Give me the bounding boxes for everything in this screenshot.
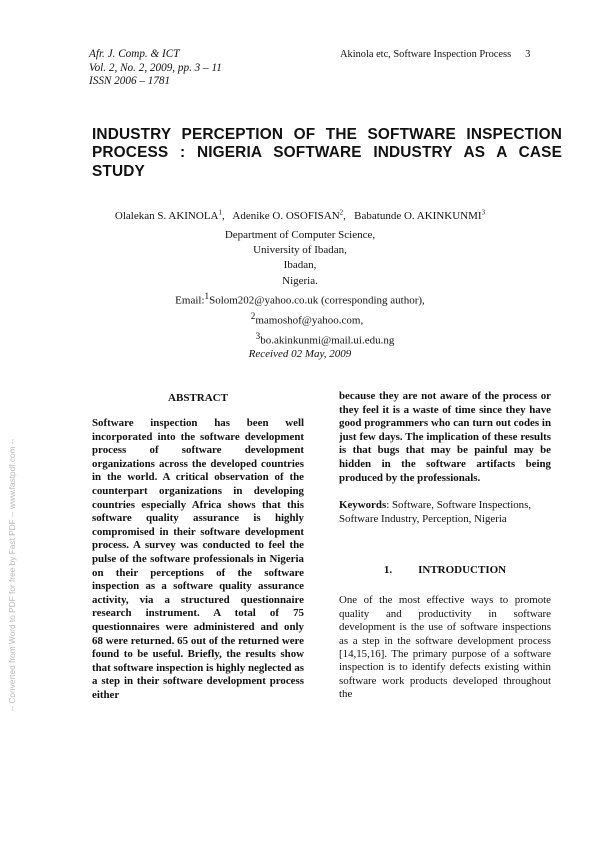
- email-1: Email:$^1$Solom202@yahoo.co.uk (corresponding author),: [175, 290, 425, 307]
- author-1: Olalekan S. AKINOLA$^1$,: [114, 208, 225, 222]
- paper-title: INDUSTRY PERCEPTION OF THE SOFTWARE INSPECTION PROCESS : NIGERIA SOFTWARE INDUSTRY AS A CASE STUDY: [92, 126, 562, 180]
- journal-issn: ISSN 2006 – 1781: [89, 75, 171, 88]
- journal-volume: Vol. 2, No. 2, 2009, pp. 3 – 11: [89, 61, 222, 74]
- right-column: [339, 390, 551, 702]
- keywords-label: Keywords: [339, 499, 387, 512]
- journal-name: Afr. J. Comp. & ICT: [89, 48, 180, 60]
- department: Department of Computer Science,: [224, 229, 376, 241]
- university: University of Ibadan,: [253, 244, 347, 257]
- abstract-heading: ABSTRACT: [168, 392, 228, 404]
- introduction-text: One of the most effective ways to promote quality and productivity in software development is the use of software inspections as a step in the software development process [14,15,16]. The primary purpose of a software inspection is to identify defects existing within software work products developed throughout the: [339, 594, 551, 701]
- city: Ibadan,: [283, 259, 317, 272]
- running-title: Akinola etc, Software Inspection Process: [340, 49, 512, 60]
- abstract-text-continued: because they are not aware of the process or they feel it is a waste of time since they have good programmers who can turn out codes in just few days. The implication of these results is that bugs that may be painful may be hidden in the software artifacts being produced by the professionals.: [339, 390, 551, 484]
- received-date: Received 02 May, 2009: [248, 348, 352, 360]
- author-2: Adenike O. OSOFISAN$^2$,: [232, 208, 346, 222]
- keywords-text: : Software, Software Inspections, Software Industry, Perception, Nigeria: [339, 499, 532, 525]
- email-2: $^2$mamoshof@yahoo.com,: [250, 310, 364, 327]
- keywords: [339, 499, 551, 526]
- section-title: INTRODUCTION: [418, 564, 507, 577]
- affiliation: [0, 228, 600, 348]
- author-list: [0, 208, 600, 222]
- converter-watermark: -- Converted from Word to PDF for free by Fast PDF -- www.fastpdf.com --: [7, 438, 17, 712]
- email-3: $^3$bo.akinkunmi@mail.ui.edu.ng: [255, 330, 395, 347]
- left-column: [92, 392, 304, 702]
- running-header: [340, 49, 530, 60]
- abstract-text: Software inspection has been well incorporated into the software development process of software development organizations across the developed countries in the world. A critical observation of the counterpart organizations in developing countries especially Africa shows that this software quality assurance is highly compromised in their software development process. A survey was conducted to feel the pulse of the software professionals in Nigeria on their perceptions of the software inspection as a software quality assurance activity, via a structured questionnaire research instrument. A total of 75 questionnaires were administered and only 68 were returned. 65 out of the returned were found to be useful. Briefly, the results show that software inspection is highly neglected as a step in their software development process either: [92, 417, 304, 701]
- author-3: Babatunde O. AKINKUNMI$^3$: [354, 208, 486, 222]
- journal-header: [89, 48, 222, 89]
- country: Nigeria.: [282, 274, 318, 287]
- introduction-heading: [339, 564, 551, 576]
- page-number: 3: [525, 49, 531, 60]
- section-number: 1.: [383, 564, 393, 577]
